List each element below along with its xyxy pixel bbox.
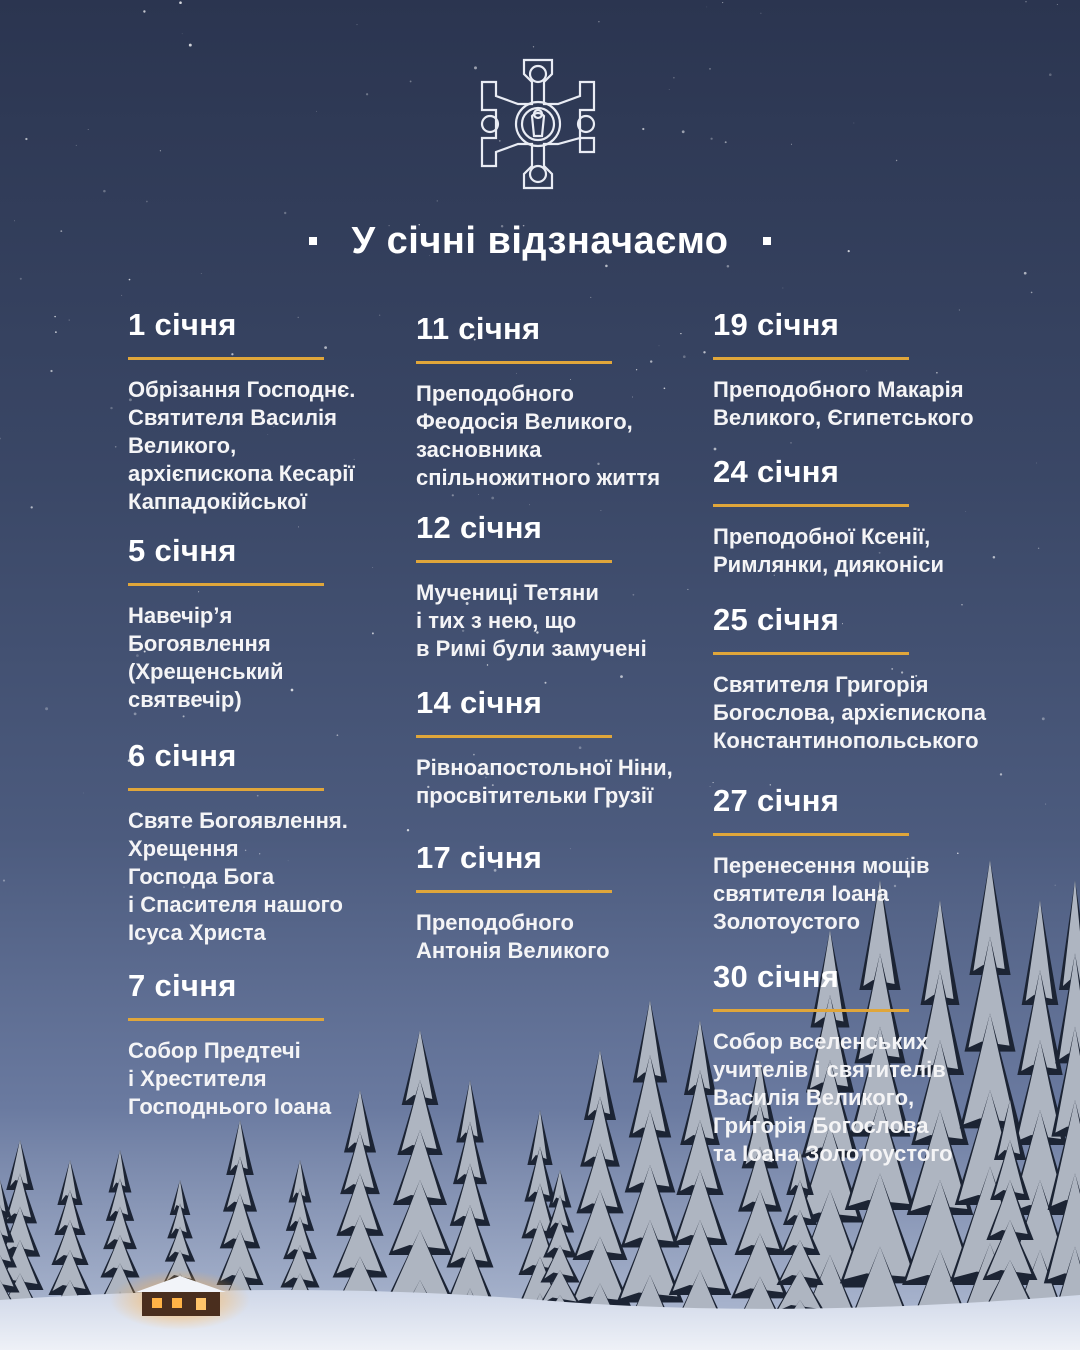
feast-date: 12 січня (416, 510, 543, 545)
gold-divider (128, 788, 324, 791)
feast-entry (128, 307, 428, 516)
feast-date: 14 січня (416, 685, 543, 720)
title-row (0, 216, 1080, 266)
feast-description: Навечір’я Богоявлення (Хрещенський святвечір) (128, 603, 284, 712)
page-title: У січні відзначаємо (351, 219, 729, 262)
feast-entry (128, 968, 428, 1121)
gold-divider (416, 890, 612, 893)
feast-description: Святе Богоявлення. Хрещення Господа Бога і Спасителя нашого Ісуса Христа (128, 808, 348, 945)
feast-description: Перенесення мощів святителя Іоана Золотоустого (713, 853, 930, 934)
gold-divider (128, 583, 324, 586)
feast-description: Собор Предтечі і Хрестителя Господнього Іоана (128, 1038, 332, 1119)
feast-date: 17 січня (416, 840, 543, 875)
gold-divider (416, 560, 612, 563)
feast-description: Обрізання Господнє. Святителя Василія Великого, архієпископа Кесарії Каппадокійської (128, 377, 356, 514)
gold-divider (128, 1018, 324, 1021)
gold-divider (713, 357, 909, 360)
bullet-right (763, 237, 771, 245)
feast-entry (128, 533, 428, 714)
feast-date: 7 січня (128, 968, 237, 1003)
feast-entry (713, 454, 1013, 579)
feast-description: Собор вселенських учителів і святителів Василія Великого, Григорія Богослова та Іоана Золотоустого (713, 1029, 953, 1166)
feast-date: 5 січня (128, 533, 237, 568)
cabin (110, 1270, 250, 1330)
feast-date: 1 січня (128, 307, 237, 342)
gold-divider (713, 652, 909, 655)
feast-description: Преподобного Феодосія Великого, засновника спільножитного життя (416, 381, 661, 490)
gold-divider (416, 361, 612, 364)
gold-divider (713, 833, 909, 836)
feast-description: Рівноапостольної Ніни, просвітительки Грузії (416, 755, 673, 808)
feast-date: 27 січня (713, 783, 840, 818)
feast-entry (128, 738, 428, 947)
gold-divider (128, 357, 324, 360)
feast-description: Преподобної Ксенії, Римлянки, дияконіси (713, 524, 944, 577)
feast-entry (416, 685, 716, 810)
feast-date: 25 січня (713, 602, 840, 637)
feast-entry (713, 602, 1013, 755)
feast-entry (416, 840, 716, 965)
bullet-left (309, 237, 317, 245)
gold-divider (713, 504, 909, 507)
gold-divider (713, 1009, 909, 1012)
feast-entry (416, 311, 716, 492)
feast-entry (713, 783, 1013, 936)
feast-date: 24 січня (713, 454, 840, 489)
feast-description: Мучениці Тетяни і тих з нею, що в Римі були замучені (416, 580, 647, 661)
feast-date: 19 січня (713, 307, 840, 342)
feast-description: Преподобного Макарія Великого, Єгипетського (713, 377, 974, 430)
feast-entry (713, 959, 1013, 1168)
feast-date: 6 січня (128, 738, 237, 773)
feast-description: Преподобного Антонія Великого (416, 910, 610, 963)
gold-divider (416, 735, 612, 738)
feast-entry (416, 510, 716, 663)
feast-date: 30 січня (713, 959, 840, 994)
feast-date: 11 січня (416, 311, 541, 346)
feast-entry (713, 307, 1013, 432)
orthodox-cross-emblem-icon (468, 54, 608, 194)
feast-description: Святителя Григорія Богослова, архієпископа Константинопольського (713, 672, 986, 753)
